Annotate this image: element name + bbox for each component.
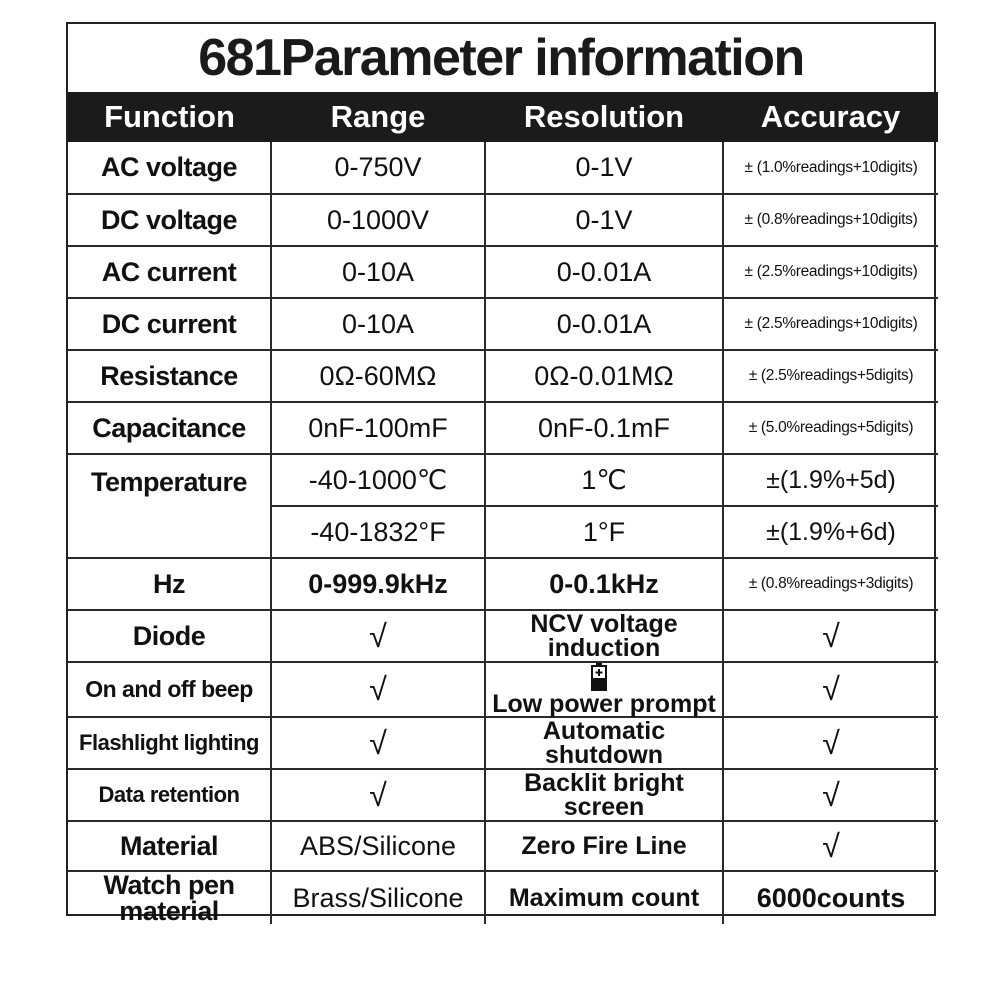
- range-cell: 0-999.9kHz: [271, 558, 485, 610]
- header-accuracy: Accuracy: [723, 92, 938, 142]
- resolution-cell: 1℃: [485, 454, 723, 506]
- parameter-sheet: [66, 22, 936, 927]
- range-cell: ABS/Silicone: [271, 821, 485, 871]
- table-row: [68, 558, 938, 610]
- function-cell: Material: [68, 821, 271, 871]
- check-mark: √: [723, 717, 938, 769]
- accuracy-cell: ± (5.0%readings+5digits): [723, 402, 938, 454]
- table-row: [68, 821, 938, 871]
- feature-cell: Backlit bright screen: [485, 769, 723, 821]
- check-mark: √: [723, 769, 938, 821]
- table-row: [68, 350, 938, 402]
- table-row: [68, 454, 938, 506]
- resolution-cell: 0Ω-0.01MΩ: [485, 350, 723, 402]
- check-mark: √: [723, 662, 938, 717]
- feature-cell: Automatic shutdown: [485, 717, 723, 769]
- range-cell: -40-1000℃: [271, 454, 485, 506]
- function-cell: Watch pen material: [68, 871, 271, 924]
- function-cell: DC current: [68, 298, 271, 350]
- function-cell: Flashlight lighting: [68, 717, 271, 769]
- header-row: [68, 92, 938, 142]
- resolution-cell: 0-0.1kHz: [485, 558, 723, 610]
- range-cell: 0-1000V: [271, 194, 485, 246]
- accuracy-cell: ±(1.9%+6d): [723, 506, 938, 558]
- range-cell: 0-10A: [271, 246, 485, 298]
- function-cell: Temperature: [68, 454, 271, 558]
- function-cell: AC voltage: [68, 142, 271, 194]
- resolution-cell: 1°F: [485, 506, 723, 558]
- accuracy-cell: ± (1.0%readings+10digits): [723, 142, 938, 194]
- table-row: [68, 246, 938, 298]
- header-range: Range: [271, 92, 485, 142]
- page-title: 681Parameter information: [198, 29, 804, 87]
- table-row: [68, 402, 938, 454]
- table-row: [68, 298, 938, 350]
- range-cell: 0Ω-60MΩ: [271, 350, 485, 402]
- feature-label: Low power prompt: [492, 690, 716, 719]
- check-mark: √: [723, 821, 938, 871]
- accuracy-cell: ± (0.8%readings+10digits): [723, 194, 938, 246]
- header-function: Function: [68, 92, 271, 142]
- check-mark: √: [271, 610, 485, 662]
- table-row: [68, 717, 938, 769]
- feature-cell: Maximum count: [485, 871, 723, 924]
- table-row: [68, 194, 938, 246]
- feature-cell: NCV voltage induction: [485, 610, 723, 662]
- range-cell: Brass/Silicone: [271, 871, 485, 924]
- resolution-cell: 0-0.01A: [485, 246, 723, 298]
- feature-cell: [485, 662, 723, 717]
- table-row: [68, 142, 938, 194]
- function-cell: Resistance: [68, 350, 271, 402]
- accuracy-cell: ± (2.5%readings+10digits): [723, 246, 938, 298]
- check-mark: √: [723, 610, 938, 662]
- resolution-cell: 0-0.01A: [485, 298, 723, 350]
- feature-cell: Zero Fire Line: [485, 821, 723, 871]
- header-resolution: Resolution: [485, 92, 723, 142]
- resolution-cell: 0-1V: [485, 142, 723, 194]
- resolution-cell: 0nF-0.1mF: [485, 402, 723, 454]
- function-cell: DC voltage: [68, 194, 271, 246]
- table-row: [68, 610, 938, 662]
- accuracy-cell: ± (2.5%readings+5digits): [723, 350, 938, 402]
- range-cell: -40-1832°F: [271, 506, 485, 558]
- function-cell: Data retention: [68, 769, 271, 821]
- function-cell: Hz: [68, 558, 271, 610]
- battery-icon: [591, 663, 607, 691]
- table-row: [68, 662, 938, 717]
- function-cell: On and off beep: [68, 662, 271, 717]
- range-cell: 0nF-100mF: [271, 402, 485, 454]
- resolution-cell: 0-1V: [485, 194, 723, 246]
- table-row: [68, 871, 938, 924]
- range-cell: 0-10A: [271, 298, 485, 350]
- accuracy-cell: ±(1.9%+5d): [723, 454, 938, 506]
- parameter-table: [68, 92, 938, 927]
- function-cell: Capacitance: [68, 402, 271, 454]
- accuracy-cell: ± (2.5%readings+10digits): [723, 298, 938, 350]
- check-mark: √: [271, 769, 485, 821]
- check-mark: √: [271, 717, 485, 769]
- count-cell: 6000counts: [723, 871, 938, 924]
- check-mark: √: [271, 662, 485, 717]
- accuracy-cell: ± (0.8%readings+3digits): [723, 558, 938, 610]
- range-cell: 0-750V: [271, 142, 485, 194]
- table-row: [68, 769, 938, 821]
- function-cell: Diode: [68, 610, 271, 662]
- function-cell: AC current: [68, 246, 271, 298]
